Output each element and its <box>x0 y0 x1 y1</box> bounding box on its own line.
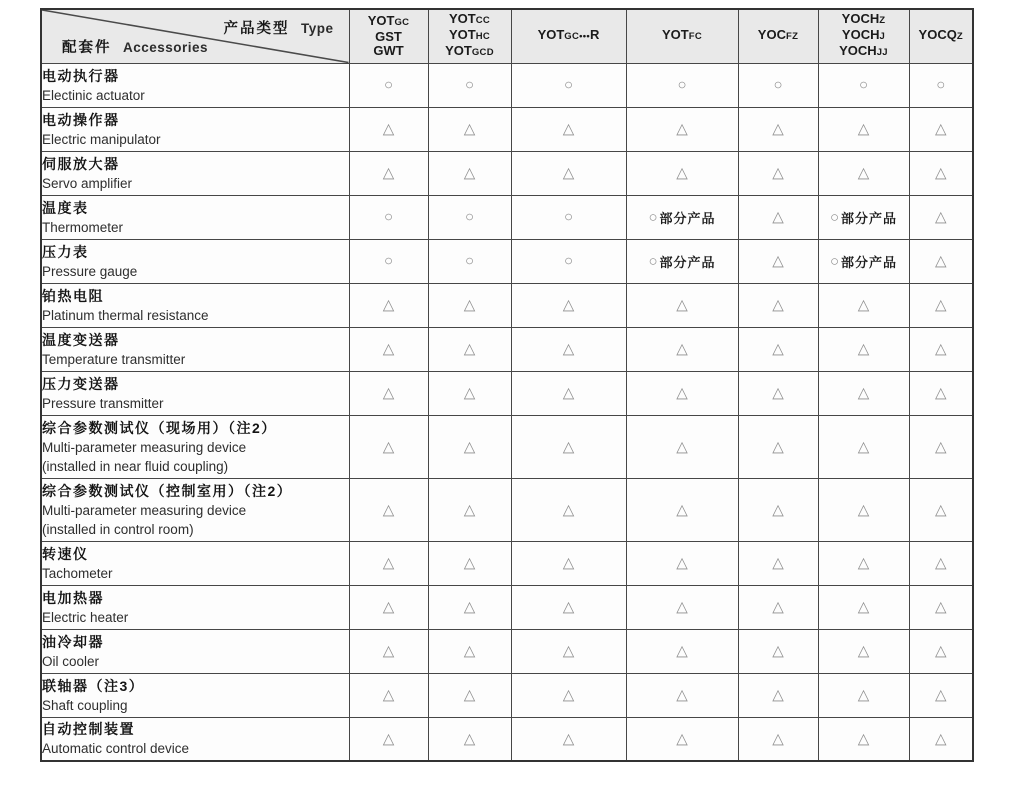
compat-cell <box>349 151 428 195</box>
row-label <box>41 63 349 107</box>
triangle-icon: △ <box>463 384 476 402</box>
compat-cell <box>626 371 738 415</box>
compat-cell <box>818 371 909 415</box>
triangle-icon: △ <box>934 500 947 518</box>
compat-cell <box>909 478 973 541</box>
accessory-name-en: Electinic actuator <box>42 87 145 103</box>
triangle-icon: △ <box>934 686 947 704</box>
triangle-icon: △ <box>382 296 395 314</box>
row-label <box>41 371 349 415</box>
circle-icon: ○ <box>773 76 783 94</box>
circle-icon: ○ <box>464 208 475 226</box>
partial-products-label: 部分产品 <box>841 210 898 226</box>
accessory-name-zh: 转速仪 <box>42 545 89 562</box>
table-row <box>41 371 973 415</box>
triangle-icon: △ <box>676 296 688 314</box>
triangle-icon: △ <box>562 500 575 518</box>
compat-cell <box>428 107 511 151</box>
accessory-name-en: Shaft coupling <box>42 697 128 713</box>
compat-cell <box>511 63 626 107</box>
circle-icon: ○ <box>383 76 394 94</box>
compat-cell <box>738 239 818 283</box>
triangle-icon: △ <box>676 340 688 358</box>
row-label <box>41 327 349 371</box>
accessory-name-en: (installed in near fluid coupling) <box>42 458 229 474</box>
triangle-icon: △ <box>934 730 947 748</box>
compat-cell <box>428 585 511 629</box>
accessory-name-en: (installed in control room) <box>42 521 194 537</box>
compat-cell <box>428 371 511 415</box>
triangle-icon: △ <box>857 554 870 572</box>
compat-cell <box>511 478 626 541</box>
row-label <box>41 283 349 327</box>
triangle-icon: △ <box>463 340 476 358</box>
circle-icon: ○ <box>829 208 840 226</box>
compat-cell <box>909 195 973 239</box>
column-header-yotfc: YOTFC <box>626 9 738 63</box>
compat-cell <box>818 541 909 585</box>
compat-cell <box>428 327 511 371</box>
accessory-name-en: Pressure gauge <box>42 263 138 279</box>
compat-cell <box>909 717 973 761</box>
compat-cell <box>511 107 626 151</box>
accessory-name-en: Pressure transmitter <box>42 395 164 411</box>
circle-icon: ○ <box>648 252 658 270</box>
compat-cell <box>909 415 973 478</box>
accessory-name-zh: 温度表 <box>42 199 89 216</box>
compat-cell <box>738 371 818 415</box>
triangle-icon: △ <box>382 730 395 748</box>
triangle-icon: △ <box>934 642 947 660</box>
accessory-name-en: Oil cooler <box>42 653 100 669</box>
table-row <box>41 415 973 478</box>
triangle-icon: △ <box>772 120 784 138</box>
compat-cell <box>428 239 511 283</box>
triangle-icon: △ <box>562 296 575 314</box>
circle-icon: ○ <box>677 76 687 94</box>
triangle-icon: △ <box>562 554 575 572</box>
table-row <box>41 195 973 239</box>
compat-cell <box>511 195 626 239</box>
table-row <box>41 478 973 541</box>
compat-cell <box>626 327 738 371</box>
triangle-icon: △ <box>562 598 575 616</box>
compat-cell <box>511 629 626 673</box>
accessory-name-zh: 油冷却器 <box>42 633 104 650</box>
compat-cell <box>511 283 626 327</box>
compat-cell <box>428 673 511 717</box>
triangle-icon: △ <box>382 164 395 182</box>
compat-cell <box>349 63 428 107</box>
triangle-icon: △ <box>857 642 870 660</box>
accessory-name-en: Multi-parameter measuring device <box>42 439 247 455</box>
triangle-icon: △ <box>562 340 575 358</box>
compat-cell <box>511 327 626 371</box>
compat-cell <box>626 629 738 673</box>
accessory-name-zh: 压力变送器 <box>42 375 120 392</box>
triangle-icon: △ <box>562 164 575 182</box>
triangle-icon: △ <box>857 384 870 402</box>
triangle-icon: △ <box>562 730 575 748</box>
circle-icon: ○ <box>829 252 840 270</box>
compat-cell <box>818 585 909 629</box>
compat-cell <box>349 478 428 541</box>
compat-cell <box>738 283 818 327</box>
triangle-icon: △ <box>934 208 947 226</box>
compat-cell <box>349 239 428 283</box>
row-label <box>41 541 349 585</box>
triangle-icon: △ <box>382 120 395 138</box>
table-row <box>41 673 973 717</box>
triangle-icon: △ <box>934 252 947 270</box>
product-type-label <box>224 17 334 38</box>
compat-cell <box>626 195 738 239</box>
triangle-icon: △ <box>857 598 870 616</box>
triangle-icon: △ <box>772 554 784 572</box>
row-label <box>41 673 349 717</box>
triangle-icon: △ <box>562 120 575 138</box>
compat-cell <box>909 151 973 195</box>
row-label <box>41 717 349 761</box>
partial-products-label: 部分产品 <box>841 254 898 270</box>
accessory-name-en: Temperature transmitter <box>42 351 186 367</box>
row-label <box>41 415 349 478</box>
compat-cell <box>818 107 909 151</box>
compat-cell <box>428 63 511 107</box>
accessory-name-en: Tachometer <box>42 565 113 581</box>
compat-cell <box>511 239 626 283</box>
compat-cell <box>349 371 428 415</box>
triangle-icon: △ <box>463 437 476 455</box>
table-row <box>41 63 973 107</box>
compat-cell <box>349 195 428 239</box>
compat-cell <box>818 151 909 195</box>
triangle-icon: △ <box>676 686 688 704</box>
table-row <box>41 629 973 673</box>
triangle-icon: △ <box>934 164 947 182</box>
accessory-name-zh: 压力表 <box>42 243 89 260</box>
column-header-yocfz: YOCFZ <box>738 9 818 63</box>
compat-cell <box>818 327 909 371</box>
triangle-icon: △ <box>676 598 688 616</box>
compat-cell <box>909 283 973 327</box>
triangle-icon: △ <box>857 340 870 358</box>
compat-cell <box>349 415 428 478</box>
compat-cell <box>738 107 818 151</box>
compat-cell <box>909 239 973 283</box>
partial-products-label: 部分产品 <box>659 210 716 226</box>
table-row <box>41 107 973 151</box>
triangle-icon: △ <box>562 686 575 704</box>
compat-cell <box>511 673 626 717</box>
triangle-icon: △ <box>676 384 688 402</box>
compat-cell <box>349 283 428 327</box>
table-row <box>41 239 973 283</box>
table-row <box>41 717 973 761</box>
triangle-icon: △ <box>857 730 870 748</box>
compat-cell <box>738 541 818 585</box>
triangle-icon: △ <box>772 686 784 704</box>
compat-cell <box>626 415 738 478</box>
compat-cell <box>349 585 428 629</box>
triangle-icon: △ <box>382 437 395 455</box>
triangle-icon: △ <box>772 384 784 402</box>
accessory-name-en: Electric manipulator <box>42 131 161 147</box>
compat-cell <box>626 541 738 585</box>
row-label <box>41 478 349 541</box>
triangle-icon: △ <box>382 554 395 572</box>
triangle-icon: △ <box>772 252 784 270</box>
triangle-icon: △ <box>772 340 784 358</box>
compat-cell <box>428 629 511 673</box>
table-row <box>41 541 973 585</box>
triangle-icon: △ <box>772 500 784 518</box>
triangle-icon: △ <box>562 642 575 660</box>
compat-cell <box>511 717 626 761</box>
compat-cell <box>818 239 909 283</box>
row-label <box>41 239 349 283</box>
triangle-icon: △ <box>857 437 870 455</box>
triangle-icon: △ <box>934 554 947 572</box>
triangle-icon: △ <box>463 642 476 660</box>
triangle-icon: △ <box>463 554 476 572</box>
compat-cell <box>511 585 626 629</box>
circle-icon: ○ <box>858 76 869 94</box>
compat-cell <box>428 283 511 327</box>
column-header-yocqz: YOCQZ <box>909 9 973 63</box>
triangle-icon: △ <box>676 642 688 660</box>
compat-cell <box>818 629 909 673</box>
compat-cell <box>626 107 738 151</box>
triangle-icon: △ <box>857 296 870 314</box>
triangle-icon: △ <box>772 208 784 226</box>
compat-cell <box>909 371 973 415</box>
triangle-icon: △ <box>676 120 688 138</box>
circle-icon: ○ <box>563 252 574 270</box>
circle-icon: ○ <box>383 208 394 226</box>
compat-cell <box>909 63 973 107</box>
accessory-name-zh: 电动执行器 <box>42 67 120 84</box>
triangle-icon: △ <box>382 384 395 402</box>
compat-cell <box>626 239 738 283</box>
accessories-label-en: Accessories <box>122 39 209 55</box>
compat-cell <box>738 63 818 107</box>
accessory-name-en: Electric heater <box>42 609 129 625</box>
accessory-name-zh: 联轴器（注3） <box>42 677 145 694</box>
column-header-yotgc-gst-gwt: YOTGC GST GWT <box>349 9 428 63</box>
compat-cell <box>818 283 909 327</box>
triangle-icon: △ <box>772 730 784 748</box>
triangle-icon: △ <box>463 296 476 314</box>
compat-cell <box>626 151 738 195</box>
compat-cell <box>511 415 626 478</box>
accessories-compatibility-table <box>40 8 974 762</box>
compat-cell <box>349 717 428 761</box>
accessory-name-zh: 伺服放大器 <box>42 155 120 172</box>
row-label <box>41 629 349 673</box>
triangle-icon: △ <box>857 164 870 182</box>
accessories-label-zh: 配套件 <box>62 39 112 56</box>
compat-cell <box>818 415 909 478</box>
triangle-icon: △ <box>382 598 395 616</box>
column-header-yochz-yochj-yochjj: YOCHZ YOCHJ YOCHJJ <box>818 9 909 63</box>
triangle-icon: △ <box>562 384 575 402</box>
triangle-icon: △ <box>382 642 395 660</box>
compat-cell <box>738 717 818 761</box>
triangle-icon: △ <box>857 120 870 138</box>
compat-cell <box>626 673 738 717</box>
compat-cell <box>511 371 626 415</box>
triangle-icon: △ <box>934 340 947 358</box>
compat-cell <box>909 107 973 151</box>
triangle-icon: △ <box>382 500 395 518</box>
compat-cell <box>349 327 428 371</box>
triangle-icon: △ <box>463 500 476 518</box>
triangle-icon: △ <box>772 598 784 616</box>
compat-cell <box>626 283 738 327</box>
triangle-icon: △ <box>463 164 476 182</box>
row-label <box>41 107 349 151</box>
compat-cell <box>818 195 909 239</box>
column-header-yotcc-yothc-yotgcd: YOTCC YOTHC YOTGCD <box>428 9 511 63</box>
compat-cell <box>738 673 818 717</box>
table-row <box>41 327 973 371</box>
accessory-name-zh: 铂热电阻 <box>42 287 104 304</box>
circle-icon: ○ <box>936 76 946 94</box>
compat-cell <box>738 415 818 478</box>
compat-cell <box>909 541 973 585</box>
triangle-icon: △ <box>676 500 688 518</box>
compat-cell <box>349 673 428 717</box>
compat-cell <box>626 478 738 541</box>
compat-cell <box>428 151 511 195</box>
compat-cell <box>428 717 511 761</box>
triangle-icon: △ <box>934 296 947 314</box>
accessory-name-zh: 综合参数测试仪（现场用）（注2） <box>42 419 277 436</box>
circle-icon: ○ <box>648 208 658 226</box>
compat-cell <box>428 478 511 541</box>
triangle-icon: △ <box>772 164 784 182</box>
compat-cell <box>738 478 818 541</box>
compat-cell <box>909 327 973 371</box>
accessory-name-en: Automatic control device <box>42 741 190 757</box>
triangle-icon: △ <box>934 437 947 455</box>
corner-header-cell <box>41 9 349 63</box>
compat-cell <box>428 541 511 585</box>
triangle-icon: △ <box>857 686 870 704</box>
compat-cell <box>428 415 511 478</box>
table-row <box>41 585 973 629</box>
accessory-name-en: Multi-parameter measuring device <box>42 502 247 518</box>
row-label <box>41 151 349 195</box>
triangle-icon: △ <box>676 437 688 455</box>
accessory-name-zh: 综合参数测试仪（控制室用）（注2） <box>42 482 293 499</box>
triangle-icon: △ <box>676 164 688 182</box>
circle-icon: ○ <box>464 252 475 270</box>
compat-cell <box>818 478 909 541</box>
row-label <box>41 585 349 629</box>
triangle-icon: △ <box>772 642 784 660</box>
compat-cell <box>738 629 818 673</box>
product-type-label-en: Type <box>300 21 334 36</box>
compat-cell <box>738 327 818 371</box>
triangle-icon: △ <box>772 437 784 455</box>
compat-cell <box>909 629 973 673</box>
circle-icon: ○ <box>563 208 574 226</box>
triangle-icon: △ <box>934 598 947 616</box>
accessory-name-en: Platinum thermal resistance <box>42 307 209 323</box>
triangle-icon: △ <box>463 686 476 704</box>
compat-cell <box>738 585 818 629</box>
compat-cell <box>511 541 626 585</box>
compat-cell <box>511 151 626 195</box>
compat-cell <box>626 63 738 107</box>
triangle-icon: △ <box>676 554 688 572</box>
triangle-icon: △ <box>382 340 395 358</box>
compat-cell <box>738 151 818 195</box>
compat-cell <box>626 717 738 761</box>
triangle-icon: △ <box>382 686 395 704</box>
accessory-name-en: Thermometer <box>42 219 124 235</box>
triangle-icon: △ <box>772 296 784 314</box>
compat-cell <box>349 629 428 673</box>
triangle-icon: △ <box>463 120 476 138</box>
compat-cell <box>909 673 973 717</box>
accessory-name-zh: 自动控制装置 <box>42 721 135 738</box>
accessory-name-zh: 电动操作器 <box>42 111 120 128</box>
circle-icon: ○ <box>563 76 574 94</box>
table-row <box>41 151 973 195</box>
triangle-icon: △ <box>562 437 575 455</box>
triangle-icon: △ <box>463 598 476 616</box>
compat-cell <box>626 585 738 629</box>
compat-cell <box>738 195 818 239</box>
accessory-name-en: Servo amplifier <box>42 175 133 191</box>
circle-icon: ○ <box>464 76 475 94</box>
compat-cell <box>909 585 973 629</box>
row-label <box>41 195 349 239</box>
table-row <box>41 283 973 327</box>
triangle-icon: △ <box>857 500 870 518</box>
column-header-yotgc-r: YOTGC•••R <box>511 9 626 63</box>
triangle-icon: △ <box>934 384 947 402</box>
accessory-name-zh: 电加热器 <box>42 589 104 606</box>
compat-cell <box>349 107 428 151</box>
circle-icon: ○ <box>383 252 394 270</box>
compat-cell <box>349 541 428 585</box>
partial-products-label: 部分产品 <box>659 254 716 270</box>
compat-cell <box>428 195 511 239</box>
compat-cell <box>818 63 909 107</box>
compat-cell <box>818 717 909 761</box>
accessory-name-zh: 温度变送器 <box>42 331 120 348</box>
triangle-icon: △ <box>463 730 476 748</box>
product-type-label-zh: 产品类型 <box>223 21 290 37</box>
accessories-label <box>62 36 208 57</box>
triangle-icon: △ <box>934 120 947 138</box>
compat-cell <box>818 673 909 717</box>
header-row <box>41 9 973 63</box>
triangle-icon: △ <box>676 730 688 748</box>
